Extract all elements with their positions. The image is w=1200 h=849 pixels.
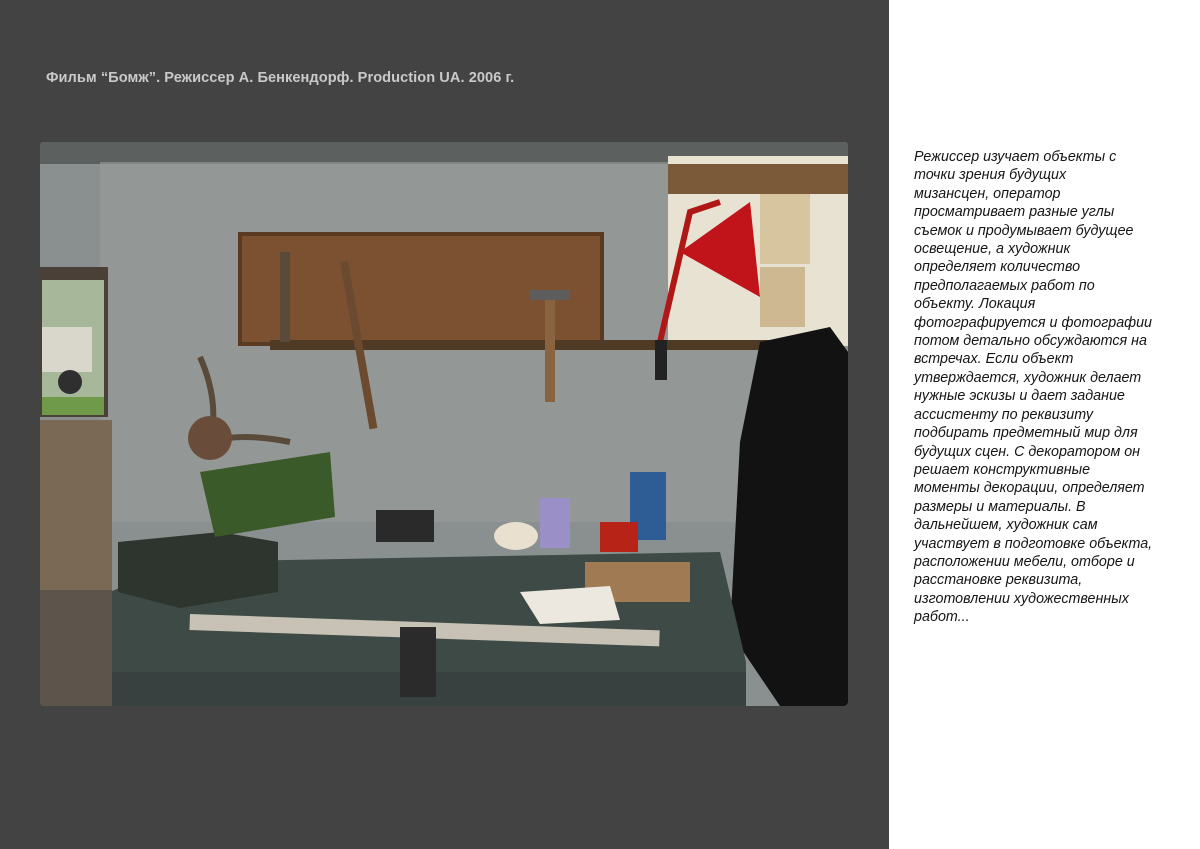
- description-line: расположении мебели, отборе и: [914, 553, 1135, 570]
- description-line: размеры и материалы. В: [914, 498, 1086, 515]
- description-line: подбирать предметный мир для: [914, 425, 1138, 442]
- description-line: съемок и продумывает будущее: [914, 222, 1134, 239]
- description-line: будущих сцен. С декоратором он: [914, 443, 1141, 460]
- description-line: расстановке реквизита,: [914, 572, 1083, 589]
- description-line: точки зрения будущих: [914, 167, 1067, 184]
- description-line: фотографируется и фотографии: [914, 314, 1153, 331]
- description-line: объекту. Локация: [914, 296, 1036, 313]
- description-line: участвует в подготовке объекта,: [914, 535, 1153, 552]
- description-line: освещение, а художник: [914, 241, 1071, 258]
- description-line: работ...: [914, 609, 970, 626]
- description-line: нужные эскизы и дает задание: [914, 388, 1125, 405]
- description-line: определяет количество: [914, 259, 1081, 276]
- description-line: моменты декорации, определяет: [914, 480, 1145, 497]
- description-line: предполагаемых работ по: [914, 277, 1095, 294]
- film-caption: Фильм “Бомж”. Режиссер А. Бенкендорф. Production UA. 2006 г.: [46, 70, 515, 86]
- description-line: мизансцен, оператор: [914, 185, 1061, 202]
- description-line: ассистенту по реквизиту: [914, 406, 1093, 423]
- description-line: встречах. Если объект: [914, 351, 1074, 368]
- description-text: [914, 148, 1176, 627]
- workshop-photo-illustration: [40, 142, 848, 706]
- description-line: просматривает разные углы: [914, 204, 1115, 221]
- description-line: решает конструктивные: [914, 461, 1091, 478]
- description-line: потом детально обсуждаются на: [914, 333, 1147, 350]
- description-line: дальнейшем, художник сам: [914, 517, 1098, 534]
- description-line: изготовлении художественных: [914, 590, 1129, 607]
- description-line: утверждается, художник делает: [914, 369, 1142, 386]
- workshop-photo: [40, 142, 848, 706]
- description-line: Режиссер изучает объекты с: [914, 149, 1117, 165]
